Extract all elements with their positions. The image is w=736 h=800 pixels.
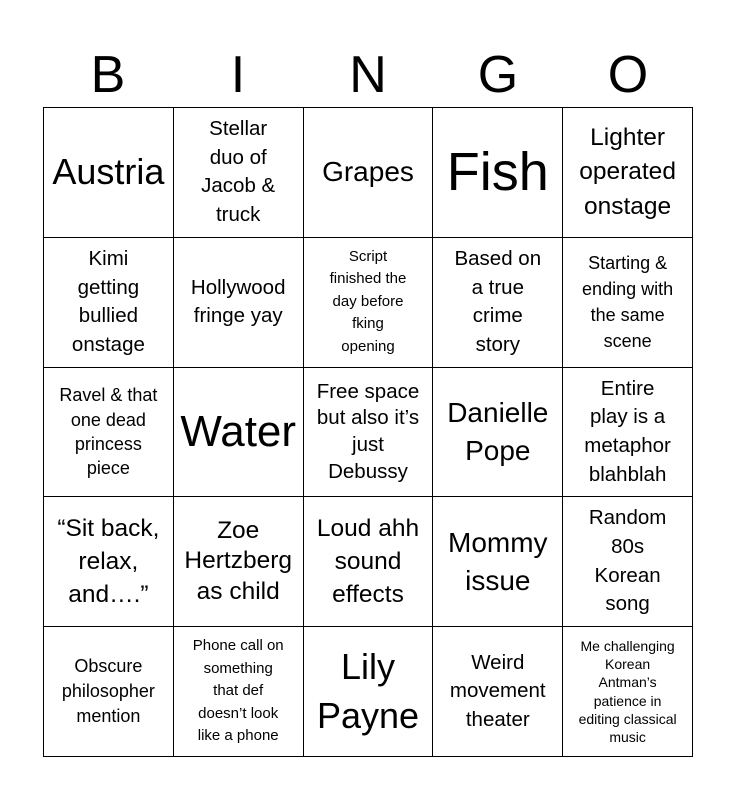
bingo-cell [433,108,563,238]
bingo-grid [43,107,693,757]
bingo-cell [563,497,693,627]
bingo-cell [563,238,693,368]
bingo-cell [44,238,174,368]
bingo-cell [44,627,174,757]
bingo-cell [563,108,693,238]
cell-text: “Sit back, relax, and….” [57,515,160,609]
cell-text: Phone call on something that def doesn’t look like a phone [192,637,284,745]
cell-text: Weird movement theater [449,650,546,731]
bingo-cell [304,497,434,627]
cell-text: Starting & ending with the same scene [582,253,674,352]
bingo-cell [174,368,304,498]
cell-text: Entire play is a metaphor blahblah [584,376,671,486]
bingo-cell [174,497,304,627]
bingo-cell [44,368,174,498]
cell-text: Water [180,406,297,456]
bingo-cell [433,238,563,368]
cell-text: Mommy issue [448,526,548,596]
cell-text: Kimi getting bullied onstage [71,246,145,356]
bingo-cell [304,238,434,368]
cell-text: Stellar duo of Jacob & truck [201,117,276,227]
bingo-cell [304,108,434,238]
header-letter-g: G [477,46,519,104]
bingo-cell [563,368,693,498]
cell-text: Random 80s Korean song [588,506,667,616]
cell-text: Script finished the day before fking opening [329,247,407,355]
cell-text: Based on a true crime story [454,246,542,356]
header-letter-o: O [607,46,649,104]
cell-text: Free space but also it’s just Debussy [316,379,420,483]
bingo-header [43,44,693,106]
cell-text: Me challenging Korean Antman’s patience in editing classical music [578,638,677,745]
cell-text: Austria [52,151,165,192]
bingo-cell [304,627,434,757]
cell-text: Ravel & that one dead princess piece [59,385,158,479]
cell-text: Loud ahh sound effects [316,515,420,609]
header-letter-n: N [349,46,387,104]
bingo-cell [563,627,693,757]
bingo-cell [174,627,304,757]
bingo-cell [174,108,304,238]
cell-text: Grapes [322,156,414,188]
header-letter-i: I [230,46,246,104]
bingo-cell [433,368,563,498]
bingo-cell [304,368,434,498]
cell-text: Fish [446,141,549,202]
bingo-cell [44,497,174,627]
bingo-cell [433,627,563,757]
cell-text: Lily Payne [316,646,420,736]
bingo-cell [174,238,304,368]
bingo-cell [433,497,563,627]
header-letter-b: B [90,46,126,104]
cell-text: Danielle Pope [447,397,549,466]
cell-text: Lighter operated onstage [579,123,676,220]
bingo-cell [44,108,174,238]
cell-text: Hollywood fringe yay [190,275,286,328]
cell-text: Zoe Hertzberg as child [184,516,292,606]
cell-text: Obscure philosopher mention [61,655,155,727]
